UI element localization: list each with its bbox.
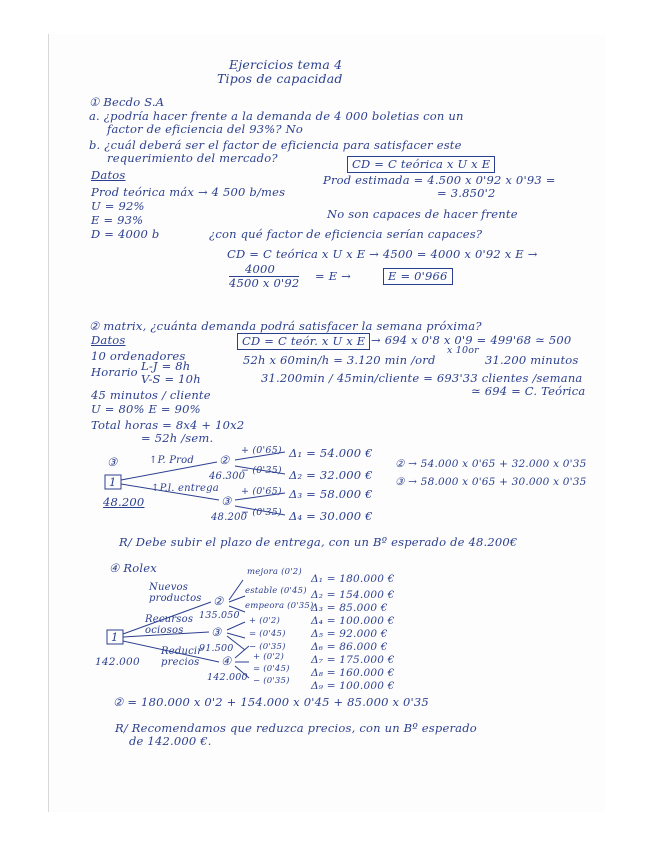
- ex3-prob-4: − (0'35): [241, 507, 282, 518]
- ex4-node-1: 1: [111, 630, 119, 644]
- ex4-outcome-2: Δ₂ = 154.000 €: [311, 589, 395, 601]
- ex4-outcome-9: Δ₉ = 100.000 €: [311, 680, 395, 692]
- notebook-page: [48, 34, 605, 812]
- ex4-node-3: ③: [211, 625, 222, 639]
- ex1-question-a-line2: factor de eficiencia del 93%? No: [107, 122, 304, 136]
- ex3-outcome-2: Δ₂ = 32.000 €: [289, 468, 373, 482]
- ex1-prod-estimada-line1: Prod estimada = 4.500 x 0'92 x 0'93 =: [323, 173, 556, 187]
- ex4-label-2: estable (0'45): [245, 586, 307, 596]
- ex4-branch-reducir: Reducir precios: [161, 646, 203, 668]
- ex1-datos-label: Datos: [91, 168, 126, 182]
- ex4-outcome-6: Δ₆ = 86.000 €: [311, 641, 388, 653]
- ex2-arrow-label: x 10or: [447, 345, 479, 356]
- ex1-e-value: E = 93%: [91, 213, 144, 227]
- ex3-node-1: 1: [109, 475, 117, 489]
- ex4-label-6: − (0'35): [249, 642, 286, 652]
- ex4-label-4: + (0'2): [249, 616, 281, 626]
- ex2-heading: ② matrix, ¿cuánta demanda podrá satisfacer la semana próxima?: [89, 319, 482, 333]
- ex3-node-2: ②: [219, 453, 230, 467]
- ex4-value-left: 142.000: [95, 656, 140, 668]
- ex3-answer: R/ Debe subir el plazo de entrega, con un Bº esperado de 48.200€: [119, 535, 518, 549]
- ex1-prod-estimada-line2: = 3.850'2: [437, 186, 496, 200]
- ex1-fraction-tail: = E →: [315, 269, 351, 283]
- ex3-outcome-4: Δ₄ = 30.000 €: [289, 509, 373, 523]
- ex4-branch-nuevos: Nuevos productos: [149, 582, 202, 604]
- ex4-node-2: ②: [213, 594, 224, 608]
- ex4-calc: ② = 180.000 x 0'2 + 154.000 x 0'45 + 85.000 x 0'35: [113, 695, 429, 709]
- ex3-outcome-1: Δ₁ = 54.000 €: [289, 446, 373, 460]
- ex4-label-9: − (0'35): [253, 676, 290, 686]
- ex4-answer-line1: R/ Recomendamos que reduzca precios, con un Bº esperado: [115, 721, 477, 735]
- ex2-horario-lj: L-J = 8h: [141, 359, 191, 373]
- ex1-fraction-numerator: 4000: [245, 262, 276, 276]
- ex3-branch-top: ↑P. Prod: [149, 455, 194, 466]
- ex4-outcome-7: Δ₇ = 175.000 €: [311, 654, 395, 666]
- ex4-branch-recursos: Recursos ociosos: [145, 614, 194, 636]
- ex4-label-5: = (0'45): [249, 629, 286, 639]
- ex2-minutos-cliente: 45 minutos / cliente: [91, 388, 211, 402]
- ex1-con-que: ¿con qué factor de eficiencia serían capaces?: [209, 227, 483, 241]
- ex4-label-7: + (0'2): [253, 652, 285, 662]
- ex1-formula-box: CD = C teórica x U x E: [347, 156, 495, 173]
- ex3-node-3: ③: [221, 494, 232, 508]
- ex4-outcome-5: Δ₅ = 92.000 €: [311, 628, 388, 640]
- ex1-no-capaces: No son capaces de hacer frente: [327, 207, 518, 221]
- ex3-value-2: 46.300: [209, 471, 246, 482]
- ex1-result-box: E = 0'966: [383, 268, 453, 285]
- ex2-total-horas-line1: Total horas = 8x4 + 10x2: [91, 418, 245, 432]
- ex1-cd-equation: CD = C teórica x U x E → 4500 = 4000 x 0'92 x E →: [227, 247, 538, 261]
- ex2-horario-vs: V-S = 10h: [141, 372, 201, 386]
- ex2-clientes-line: 31.200min / 45min/cliente = 693'33 clientes /semana: [261, 371, 583, 385]
- ex1-question-b-line2: requerimiento del mercado?: [107, 151, 278, 165]
- ex4-outcome-4: Δ₄ = 100.000 €: [311, 615, 395, 627]
- ex3-value-left: 48.200: [103, 495, 145, 509]
- ex4-value-4: 142.000: [207, 672, 248, 683]
- ex3-branch-bottom: ↑P.l. entrega: [151, 483, 219, 494]
- ex3-prob-2: − (0'35): [241, 465, 282, 476]
- ex1-u-value: U = 92%: [91, 199, 145, 213]
- ex4-value-2: 135.050: [199, 610, 240, 621]
- ex2-horario-label: Horario: [91, 365, 138, 379]
- ex3-outcome-3: Δ₃ = 58.000 €: [289, 487, 373, 501]
- ex2-c-teorica: ≃ 694 = C. Teórica: [471, 384, 586, 398]
- ex4-label-8: = (0'45): [253, 664, 290, 674]
- page-title: Ejercicios tema 4: [229, 57, 343, 72]
- ex3-calc-node-2: ② → 54.000 x 0'65 + 32.000 x 0'35: [395, 458, 587, 470]
- ex3-prob-1: + (0'65): [241, 445, 282, 456]
- ex2-formula-tail: → 694 x 0'8 x 0'9 = 499'68 ≃ 500: [371, 333, 572, 347]
- ex3-prob-3: + (0'65): [241, 486, 282, 497]
- ex4-outcome-1: Δ₁ = 180.000 €: [311, 573, 395, 585]
- ex2-datos-label: Datos: [91, 333, 126, 347]
- ex1-question-b-line1: b. ¿cuál deberá ser el factor de eficiencia para satisfacer este: [89, 138, 462, 152]
- ex3-value-3: 48.200: [211, 512, 248, 523]
- ex4-value-3: 91.500: [199, 643, 234, 654]
- ex2-formula-box: CD = C teór. x U x E: [237, 333, 370, 350]
- ex4-outcome-8: Δ₈ = 160.000 €: [311, 667, 395, 679]
- ex1-fraction-denominator: 4500 x 0'92: [229, 276, 300, 290]
- ex4-label-3: empeora (0'35): [245, 601, 314, 611]
- ex1-d-value: D = 4000 b: [91, 227, 160, 241]
- ex4-answer-line2: de 142.000 €.: [129, 734, 212, 748]
- page-subtitle: Tipos de capacidad: [217, 71, 343, 86]
- ex4-label-1: mejora (0'2): [247, 567, 302, 577]
- ex4-outcome-3: Δ₃ = 85.000 €: [311, 602, 388, 614]
- ex2-u-e-values: U = 80% E = 90%: [91, 402, 201, 416]
- ex1-prod-teorica: Prod teórica máx → 4 500 b/mes: [91, 185, 286, 199]
- ex4-node-4: ④: [221, 654, 232, 668]
- ex3-calc-node-3: ③ → 58.000 x 0'65 + 30.000 x 0'35: [395, 476, 587, 488]
- ex2-ordenadores: 10 ordenadores: [91, 349, 186, 363]
- ex1-question-a-line1: a. ¿podría hacer frente a la demanda de 4 000 boletias con un: [89, 109, 464, 123]
- ex2-total-horas-line2: = 52h /sem.: [141, 431, 214, 445]
- ex2-total-minutes: 31.200 minutos: [485, 353, 579, 367]
- ex2-minutes-line: 52h x 60min/h = 3.120 min /ord: [243, 353, 436, 367]
- ex1-heading: ① Becdo S.A: [89, 95, 165, 109]
- ex3-number: ③: [107, 455, 118, 469]
- ex4-heading: ④ Rolex: [109, 561, 157, 575]
